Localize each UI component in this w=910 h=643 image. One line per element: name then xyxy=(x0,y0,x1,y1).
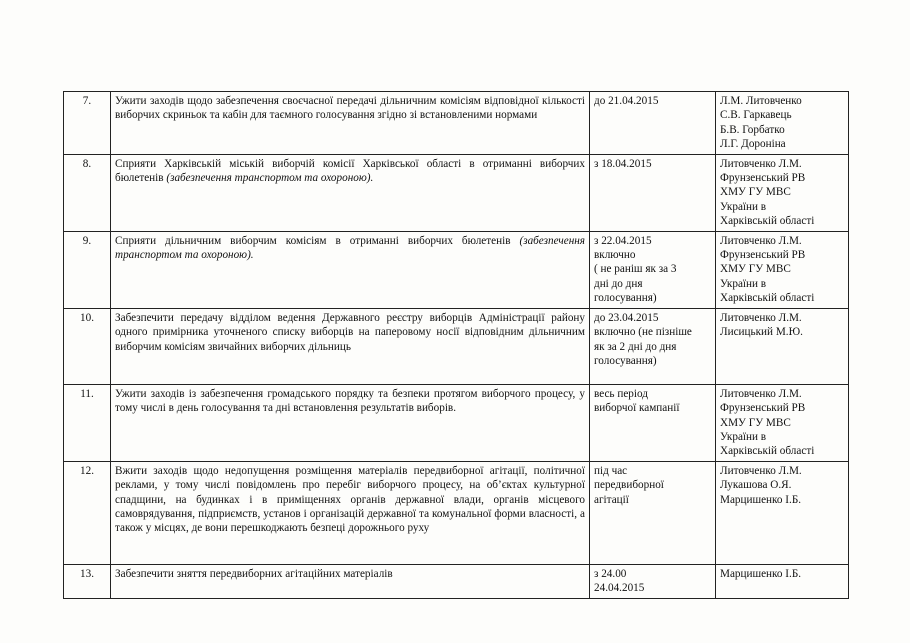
task-text: Сприяти дільничним виборчим комісіям в отриманні виборчих бюлетенів xyxy=(115,234,511,247)
deadline-line: ( не раніш як за 3 xyxy=(594,263,677,276)
responsible-line: С.В. Гаркавець xyxy=(720,109,792,122)
responsible-line: Литовченко Л.М. xyxy=(720,311,802,324)
deadline-cell xyxy=(590,308,716,384)
responsible-line: Лисицький М.Ю. xyxy=(720,326,803,339)
responsible-line: Харківській області xyxy=(720,445,815,458)
responsible-line: Фрунзенський РВ xyxy=(720,249,806,262)
responsible-line: Фрунзенський РВ xyxy=(720,172,806,185)
deadline-line: 24.04.2015 xyxy=(594,582,645,595)
task-text: Забезпечити передачу відділом ведення Державного реєстру виборців Адміністрації району одного примірника уточненого списку виборців на паперовому носії відповідним дільничним виборчим комісіям звичайних виборчих дільниць xyxy=(115,311,585,353)
deadline-cell xyxy=(590,461,716,564)
task-description xyxy=(111,92,590,155)
responsible-line: Харківській області xyxy=(720,215,815,228)
table-row xyxy=(64,384,849,461)
responsible-cell xyxy=(716,92,849,155)
task-note: (забезпечення транспортом та охороною). xyxy=(115,234,585,262)
responsible-cell xyxy=(716,231,849,308)
task-text: Забезпечити зняття передвиборних агітаційних матеріалів xyxy=(115,567,393,580)
deadline-line: виборчої кампанії xyxy=(594,402,680,415)
table-row xyxy=(64,92,849,155)
responsible-line: України в xyxy=(720,200,767,213)
deadline-cell xyxy=(590,564,716,598)
table-row xyxy=(64,231,849,308)
row-number: 11. xyxy=(64,384,111,461)
task-text: Ужити заходів із забезпечення громадського порядку та безпеки протягом виборчого процесу, у тому числі в день голосування та дні встановлення результатів виборів. xyxy=(115,387,585,415)
responsible-cell xyxy=(716,154,849,231)
responsible-line: України в xyxy=(720,430,767,443)
deadline-line: включно (не пізніше xyxy=(594,326,692,339)
row-number: 12. xyxy=(64,461,111,564)
deadline-cell xyxy=(590,154,716,231)
table-row xyxy=(64,461,849,564)
row-number: 10. xyxy=(64,308,111,384)
responsible-cell xyxy=(716,564,849,598)
responsible-line: Литовченко Л.М. xyxy=(720,387,802,400)
deadline-line: з 18.04.2015 xyxy=(594,157,652,170)
deadline-cell xyxy=(590,231,716,308)
responsible-line: Литовченко Л.М. xyxy=(720,157,802,170)
measures-table xyxy=(63,91,849,599)
task-text: Сприяти Харківській міській виборчій комісії Харківської області в отриманні виборчих бюлетенів xyxy=(115,157,585,185)
responsible-line: Фрунзенський РВ xyxy=(720,402,806,415)
responsible-line: ХМУ ГУ МВС xyxy=(720,186,791,199)
task-text: Ужити заходів щодо забезпечення своєчасної передачі дільничним комісіям відповідної кількості виборчих скриньок та кабін для таємного голосування згідно зі встановленими нормами xyxy=(115,95,585,122)
responsible-line: Л.М. Литовченко xyxy=(720,95,802,107)
deadline-line: з 22.04.2015 xyxy=(594,234,652,247)
responsible-line: Марцишенко І.Б. xyxy=(720,567,802,580)
deadline-line: передвиборної xyxy=(594,479,664,492)
table-row xyxy=(64,154,849,231)
responsible-line: Литовченко Л.М. xyxy=(720,234,802,247)
task-description xyxy=(111,154,590,231)
deadline-line: дні до дня xyxy=(594,277,643,290)
responsible-line: Б.В. Горбатко xyxy=(720,123,785,136)
task-description xyxy=(111,384,590,461)
responsible-cell xyxy=(716,461,849,564)
measures-table-body xyxy=(64,92,849,599)
deadline-line: до 21.04.2015 xyxy=(594,95,659,107)
responsible-line: Харківській області xyxy=(720,292,815,305)
deadline-line: агітації xyxy=(594,493,629,506)
row-number: 13. xyxy=(64,564,111,598)
deadline-line: голосування) xyxy=(594,292,657,305)
task-note: (забезпечення транспортом та охороною). xyxy=(166,172,374,185)
responsible-line: Марцишенко І.Б. xyxy=(720,493,802,506)
deadline-line: до 23.04.2015 xyxy=(594,311,659,324)
deadline-line: з 24.00 xyxy=(594,567,627,580)
responsible-line: України в xyxy=(720,277,767,290)
deadline-line: включно xyxy=(594,249,636,262)
responsible-cell xyxy=(716,384,849,461)
row-number: 9. xyxy=(64,231,111,308)
responsible-line: Литовченко Л.М. xyxy=(720,464,802,477)
table-row xyxy=(64,308,849,384)
task-description xyxy=(111,308,590,384)
row-number: 8. xyxy=(64,154,111,231)
deadline-line: як за 2 дні до дня xyxy=(594,340,677,353)
deadline-line: під час xyxy=(594,464,628,477)
task-description xyxy=(111,231,590,308)
responsible-line: Лукашова О.Я. xyxy=(720,479,792,492)
task-text: Вжити заходів щодо недопущення розміщення матеріалів передвиборної агітації, політичної реклами, у тому числі повідомлень про перебіг виборчого процесу, на об’єктах культурної спадщини, на будинках і в приміщеннях органів державної влади, органів місцевого самоврядування, підприємств, установ і організацій державної та комунальної форми власності, а також у місцях, де вони перешкоджають безпеці дорожнього руху xyxy=(115,464,585,535)
table-row xyxy=(64,564,849,598)
deadline-cell xyxy=(590,92,716,155)
deadline-line: голосування) xyxy=(594,354,657,367)
task-description xyxy=(111,564,590,598)
row-number: 7. xyxy=(64,92,111,155)
responsible-line: ХМУ ГУ МВС xyxy=(720,263,791,276)
responsible-line: ХМУ ГУ МВС xyxy=(720,416,791,429)
responsible-cell xyxy=(716,308,849,384)
responsible-line: Л.Г. Дороніна xyxy=(720,138,786,151)
task-description xyxy=(111,461,590,564)
deadline-cell xyxy=(590,384,716,461)
deadline-line: весь період xyxy=(594,387,648,400)
